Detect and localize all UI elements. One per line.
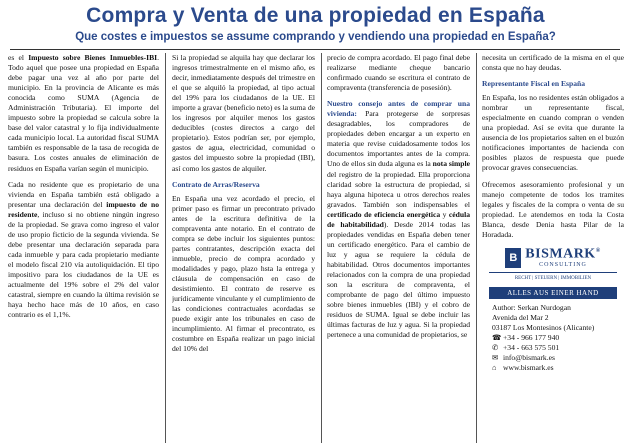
- phone-number[interactable]: +34 - 966 177 940: [503, 332, 560, 342]
- paragraph: En España, los no residentes están obligados a nombrar un representante fiscal, especialmente en cuando compran o venden una propiedad. Así se evita que durante la ausencia de los propietarios salten en el buzón notificaciones importantes de hacienda con posibles plazos de respuesta que puede provocar graves consecuencias.: [482, 93, 624, 173]
- emphasis: Impuesto sobre Bienes Inmuebles-IBI: [28, 53, 158, 62]
- column-1: [8, 53, 159, 443]
- city-line: 03187 Los Montesinos (Alicante): [492, 322, 595, 332]
- column-divider: [321, 53, 322, 443]
- page-subtitle: Que costes e impuestos se assume comprando y vendiendo una propiedad en España?: [75, 31, 556, 43]
- text: . Todo aquel que posee una propiedad en España debe pagar una vez al año por parte del municipio. En la provincia de Alicante es más conocida como SUMA (Agencia de Administración Tributaria). El importe del impuesto sobre la propiedad se calcula sobre la base del valor catastral y lo fija individualmente cada municipio local. La autoridad fiscal SUMA también es responsable de la tasa de recogida de basura. Los costes anuales de eliminación de residuos en España varían según el municipio.: [8, 53, 159, 173]
- text: Cada no residente que es propietario de una vivienda en España también está obligado a presentar una declaración del: [8, 179, 159, 209]
- column-4: [482, 53, 624, 443]
- paragraph: En España una vez acordado el precio, el primer paso es firmar un precontrato privado antes de la escritura definitiva de la compraventa ante notario. En el contrato de compra se debe incluir los siguientes puntos: partes contratantes, descripción exacta del inmueble, precio de compra acordado y modalidades y pago, plazo hsta la entrega y cláusula de compensación en caso de desistimiento. El contrato de reserve es jurídicamente vinculante y el cumplimiento de las condiciones contractuales acordadas se puede exigir ante los tribunales en caso de incumplimiento. Al firmar el precontrato, es costumbre en España realizar un pago inicial del 10% del: [172, 193, 315, 354]
- column-2: [172, 53, 315, 443]
- logo-text: [525, 246, 600, 270]
- mobile-icon: ✆: [492, 342, 499, 352]
- column-3: [327, 53, 470, 443]
- logo-name-text: BISMARK: [525, 246, 596, 262]
- header-rule: [10, 49, 620, 50]
- column-divider: [165, 53, 166, 443]
- email-line: [492, 353, 624, 363]
- section-heading: Representante Fiscal en España: [482, 79, 586, 89]
- paragraph: Si la propiedad se alquila hay que declarar los ingresos trimestralmente en el mismo año, es decir, inmediatamente después del trimestre en el que se alquiló la propiedad, al tipo actual del 19% para los ciudadanos de la UE. El importe a gravar (beneficio neto) es la suma de los ingresos por alquiler menos los gastos deducibles (costes directos a cargo del propietario). Estos podrían ser, por ejemplo, gastos de agua, electricidad, comunidad o gastos del impuesto sobre la propiedad (IBI), así como los gastos de alquiler.: [172, 53, 315, 173]
- contact-block: [482, 303, 624, 373]
- logo-band: ALLES AUS EINER HAND: [489, 287, 617, 299]
- email-link[interactable]: info@bismark.es: [503, 352, 555, 362]
- web-link[interactable]: www.bismark.es: [503, 362, 554, 372]
- paragraph: Ofrecemos asesoramiento profesional y un manejo competente de todos los tramites legales y fiscales de la compra o venta de su propiedad. Le atendemos en toda la Costa Blanca, desde Denia hasta Pilar de la Horadada.: [482, 179, 624, 239]
- paragraph: [8, 53, 159, 174]
- page-title: Compra y Venta de una propiedad en España: [86, 4, 545, 27]
- author-line: Author: Serkan Nurdogan: [492, 302, 571, 312]
- web-icon: ⌂: [492, 362, 497, 372]
- email-icon: ✉: [492, 352, 499, 362]
- text: , incluso si no obtiene ningún ingreso de la propiedad. Se grava como ingreso el valor de uso propio ficticio de la segunda vivienda. Se debe presentar una declaración separada para cada inmueble y para cada propietario mediante el modelo fiscal 210 vía autoliquidación. El tipo impositivo para los ciudadanos de la UE es actualmente del 19% sobre el 2% del valor catastral, siempre en cuando la última revisión se haya hecho hace más de 10 años, en caso contrario es el 1,1%.: [8, 209, 159, 320]
- logo-sub: CONSULTING: [539, 261, 587, 268]
- paragraph: [8, 180, 159, 321]
- text: Para protegerse de sorpresas desagradables, los compradores de propiedades deben encargar a un experto en materia que revise cuidadosamente todos los documentos importantes antes de la compra. Uno de ellos sin duda alguna es la: [327, 109, 470, 169]
- text: del registro de la propiedad. Ella proporciona claridad sobre la estructura de propiedad, si haya alguna hipoteca u otros derechos reales gravados. También son indispensables el: [327, 169, 470, 209]
- street-line: Avenida del Mar 2: [492, 312, 549, 322]
- phone-line: [492, 333, 624, 343]
- registered-mark: ®: [595, 247, 601, 254]
- mobile-line: [492, 343, 624, 353]
- emphasis: impuesto de no residente: [8, 199, 159, 219]
- advice-heading: Nuestro consejo antes de comprar una vivienda:: [327, 99, 470, 119]
- text: y: [440, 209, 449, 219]
- section-heading: Contrato de Arras/Reserva: [172, 179, 260, 189]
- paragraph: precio de compra acordado. El pago final debe realizarse mediante cheque bancario confirmado cuando se escritura el contrato de compraventa (transferencia de posesión).: [327, 53, 470, 93]
- text: ). Desde 2014 todas las propiedades vendidas en España deben tener un certificado energético. Para el cambio de luz y agua se requiere la cédula de habitabilidad. Otros documentos importantes relacionados con la compra de una propiedad son la escritura de compraventa, el comprobante de pago del último impuesto sobre bienes inmuebles (IBI) y el cobro de residuos de SUMA. Igual se debe incluir las últimas facturas de luz y agua. Si la propiedad pertenece a una comunidad de propietarios, se: [327, 219, 470, 340]
- web-line: [492, 363, 624, 373]
- logo-tagline: RECHT | STEUERN | IMMOBILIEN: [489, 272, 617, 284]
- emphasis: nota simple: [432, 159, 470, 169]
- mobile-number[interactable]: +34 - 663 575 501: [503, 342, 560, 352]
- logo-name: [525, 246, 600, 260]
- text: es el: [8, 53, 29, 62]
- emphasis: certificado de eficiencia energética: [327, 209, 441, 219]
- phone-icon: ☎: [492, 332, 502, 342]
- paragraph: [327, 99, 470, 340]
- column-divider: [476, 53, 477, 443]
- logo-mark-icon: B: [505, 248, 521, 268]
- paragraph: necesita un certificado de la misma en el que consta que no hay deudas.: [482, 53, 624, 73]
- emphasis: cédula de habitabilidad: [327, 209, 470, 229]
- bismark-logo: [489, 246, 617, 299]
- logo-top: [489, 246, 617, 270]
